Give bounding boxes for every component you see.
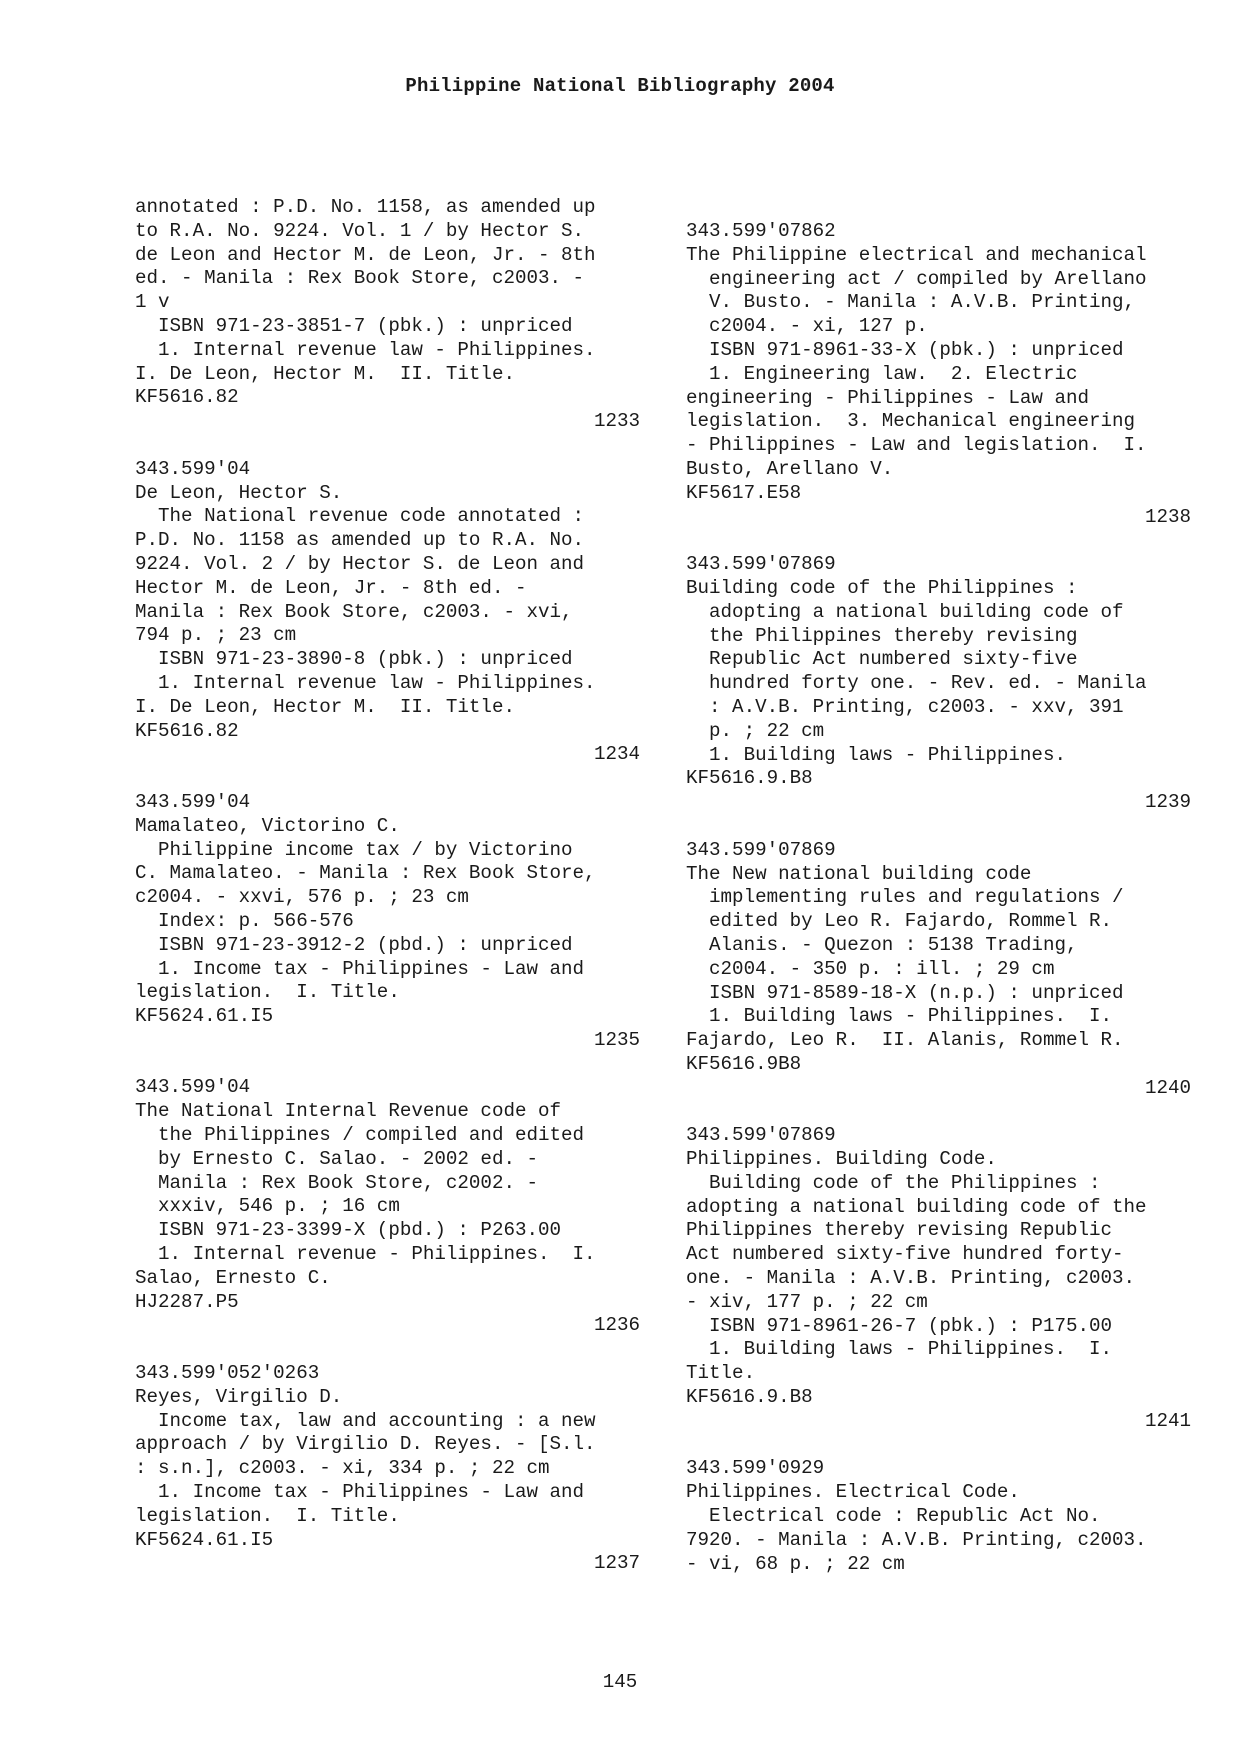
entry-line: to R.A. No. 9224. Vol. 1 / by Hector S. [135,219,585,242]
entry-line: engineering act / compiled by Arellano [686,267,1147,290]
entry-line: I. De Leon, Hector M. II. Title. [135,695,515,718]
entry-line: 1. Income tax - Philippines - Law and [135,957,585,980]
bibliography-entry [686,1457,1191,1576]
entry-line: : A.V.B. Printing, c2003. - xxv, 391 [686,695,1124,718]
page-header-title: Philippine National Bibliography 2004 [405,75,835,97]
entry-line: engineering - Philippines - Law and [686,386,1090,409]
entry-line: Index: p. 566-576 [135,909,354,932]
entry-spacer [135,434,640,458]
entry-line: I. De Leon, Hector M. II. Title. [135,362,515,385]
entry-line: 343.599'07869 [686,1124,836,1147]
entry-line: 1. Internal revenue law - Philippines. [135,671,596,694]
entry-line: 1. Engineering law. 2. Electric [686,362,1078,385]
entry-line: KF5616.82 [135,719,239,742]
entry-number: 1235 [593,1028,640,1051]
bibliography-entry [686,1124,1191,1433]
entry-line: The Philippine electrical and mechanical [686,243,1147,266]
entry-line: KF5624.61.I5 [135,1528,274,1551]
entry-line: ISBN 971-23-3851-7 (pbk.) : unpriced [135,314,573,337]
left-column [135,196,640,1576]
entry-line: p. ; 22 cm [686,719,825,742]
entry-line: the Philippines / compiled and edited [135,1124,585,1147]
entry-line: De Leon, Hector S. [135,481,343,504]
entry-line: Philippines. Building Code. [686,1148,997,1171]
entry-line: - Philippines - Law and legislation. I. [686,434,1147,457]
entry-spacer [135,767,640,791]
entry-line: KF5616.82 [135,386,239,409]
entry-line: c2004. - xi, 127 p. [686,315,928,338]
entry-line: 1 v [135,291,170,314]
bibliography-entry [135,196,640,434]
entry-line: Philippines thereby revising Republic [686,1219,1113,1242]
entry-line: Electrical code : Republic Act No. [686,1505,1101,1528]
entry-line: KF5616.9.B8 [686,767,813,790]
entry-line: 343.599'0929 [686,1457,825,1480]
entry-line: xxxiv, 546 p. ; 16 cm [135,1195,400,1218]
entry-line: 343.599'07862 [686,220,836,242]
entry-line: Hector M. de Leon, Jr. - 8th ed. - [135,576,527,599]
entry-number: 1239 [1144,791,1191,814]
entry-line: by Ernesto C. Salao. - 2002 ed. - [135,1147,539,1170]
entry-line: implementing rules and regulations / [686,886,1124,909]
entry-line: 343.599'04 [135,790,251,813]
entry-line: HJ2287.P5 [135,1290,239,1313]
entry-line: de Leon and Hector M. de Leon, Jr. - 8th [135,243,596,266]
entry-line: ISBN 971-23-3399-X (pbd.) : P263.00 [135,1219,562,1242]
entry-line: 1. Internal revenue - Philippines. I. [135,1243,596,1266]
entry-line: Salao, Ernesto C. [135,1266,331,1289]
entry-line: adopting a national building code of the [686,1195,1147,1218]
entry-spacer [686,1100,1191,1124]
page-number: 145 [602,1671,638,1693]
entry-line: 343.599'07869 [686,838,836,861]
entry-line: ISBN 971-23-3912-2 (pbd.) : unpriced [135,933,573,956]
entry-line: approach / by Virgilio D. Reyes. - [S.l. [135,1433,596,1456]
entry-line: : s.n.], c2003. - xi, 334 p. ; 22 cm [135,1457,550,1480]
entry-line: 1. Income tax - Philippines - Law and [135,1481,585,1504]
entry-line: edited by Leo R. Fajardo, Rommel R. [686,910,1113,933]
entry-line: ISBN 971-8961-33-X (pbk.) : unpriced [686,338,1124,361]
entry-line: 1. Building laws - Philippines. [686,743,1066,766]
entry-number: 1240 [1144,1076,1191,1099]
entry-line: 343.599'04 [135,1076,251,1099]
entry-line: The National revenue code annotated : [135,505,585,528]
entry-line: c2004. - 350 p. : ill. ; 29 cm [686,957,1055,980]
entry-line: Act numbered sixty-five hundred forty- [686,1243,1124,1266]
entry-line: legislation. 3. Mechanical engineering [686,410,1136,433]
entry-line: the Philippines thereby revising [686,624,1078,647]
entry-line: Busto, Arellano V. [686,457,894,480]
right-column [686,220,1191,1576]
entry-line: hundred forty one. - Rev. ed. - Manila [686,672,1147,695]
entry-line: Fajardo, Leo R. II. Alanis, Rommel R. [686,1029,1124,1052]
entry-line: legislation. I. Title. [135,1504,400,1527]
entry-line: annotated : P.D. No. 1158, as amended up [135,196,596,218]
entry-number: 1237 [593,1552,640,1575]
entry-line: 343.599'04 [135,457,251,480]
entry-line: - xiv, 177 p. ; 22 cm [686,1290,928,1313]
entry-line: ISBN 971-8589-18-X (n.p.) : unpriced [686,981,1124,1004]
entry-line: 7920. - Manila : A.V.B. Printing, c2003. [686,1528,1147,1551]
entry-line: 794 p. ; 23 cm [135,624,297,647]
entry-line: adopting a national building code of [686,600,1124,623]
bibliography-entry [686,839,1191,1101]
entry-spacer [686,529,1191,553]
entry-line: Reyes, Virgilio D. [135,1385,343,1408]
entry-number: 1238 [1144,505,1191,528]
bibliography-entry [135,1362,640,1576]
entry-line: 1. Building laws - Philippines. I. [686,1338,1113,1361]
entry-line: KF5616.9B8 [686,1052,802,1075]
entry-line: 343.599'052'0263 [135,1362,320,1385]
entry-line: Mamalateo, Victorino C. [135,814,400,837]
entry-line: Title. [686,1362,756,1385]
bibliography-entry [686,553,1191,815]
entry-line: Republic Act numbered sixty-five [686,648,1078,671]
entry-line: ed. - Manila : Rex Book Store, c2003. - [135,267,585,290]
entry-line: KF5624.61.I5 [135,1005,274,1028]
entry-line: ISBN 971-23-3890-8 (pbk.) : unpriced [135,648,573,671]
entry-line: one. - Manila : A.V.B. Printing, c2003. [686,1267,1136,1290]
entry-line: The National Internal Revenue code of [135,1100,562,1123]
bibliography-entry [686,220,1191,529]
entry-line: Philippine income tax / by Victorino [135,838,573,861]
entry-line: 343.599'07869 [686,553,836,576]
entry-line: Manila : Rex Book Store, c2003. - xvi, [135,600,573,623]
entry-line: Philippines. Electrical Code. [686,1481,1020,1504]
entry-line: Alanis. - Quezon : 5138 Trading, [686,933,1078,956]
entry-line: The New national building code [686,862,1032,885]
entry-line: KF5616.9.B8 [686,1386,813,1409]
entry-line: 1. Building laws - Philippines. I. [686,1005,1113,1028]
bibliography-entry [135,458,640,767]
entry-line: Income tax, law and accounting : a new [135,1409,596,1432]
entry-line: Building code of the Philippines : [686,576,1078,599]
entry-number: 1233 [593,410,640,433]
entry-line: ISBN 971-8961-26-7 (pbk.) : P175.00 [686,1314,1113,1337]
entry-line: 9224. Vol. 2 / by Hector S. de Leon and [135,552,585,575]
bibliography-entry [135,791,640,1053]
entry-line: legislation. I. Title. [135,981,400,1004]
bibliography-entry [135,1076,640,1338]
entry-number: 1236 [593,1314,640,1337]
entry-line: - vi, 68 p. ; 22 cm [686,1552,905,1575]
entry-number: 1241 [1144,1409,1191,1432]
entry-line: KF5617.E58 [686,481,802,504]
entry-spacer [686,815,1191,839]
entry-line: Manila : Rex Book Store, c2002. - [135,1171,539,1194]
entry-line: V. Busto. - Manila : A.V.B. Printing, [686,291,1136,314]
entry-line: C. Mamalateo. - Manila : Rex Book Store, [135,862,596,885]
entry-number: 1234 [593,743,640,766]
entry-spacer [686,1434,1191,1458]
entry-spacer [135,1338,640,1362]
entry-spacer [135,1053,640,1077]
entry-line: Building code of the Philippines : [686,1171,1101,1194]
entry-line: c2004. - xxvi, 576 p. ; 23 cm [135,886,469,909]
entry-line: 1. Internal revenue law - Philippines. [135,338,596,361]
entry-line: P.D. No. 1158 as amended up to R.A. No. [135,529,585,552]
